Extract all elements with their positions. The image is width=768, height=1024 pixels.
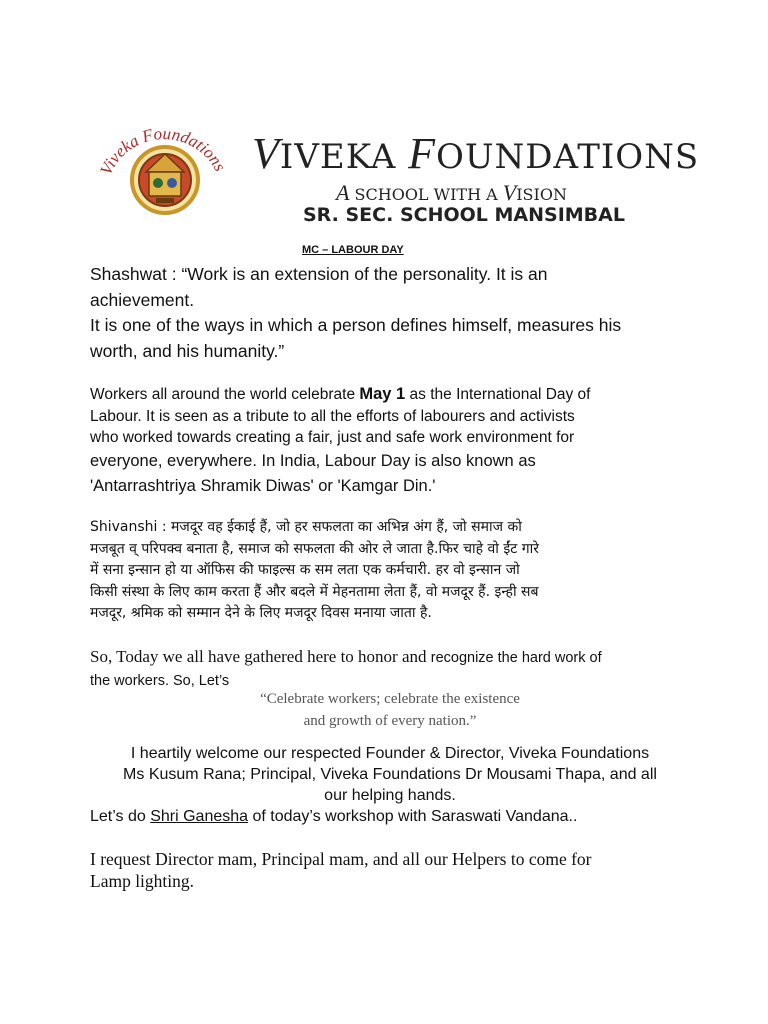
shri-ganesha-link[interactable]: Shri Ganesha [150, 808, 249, 825]
shivanshi-paragraph [90, 517, 710, 625]
text-span: of today’s workshop with Saraswati Vandana.. [248, 808, 578, 825]
brand-rest-1: IVEKA [279, 137, 409, 177]
paragraph-line: who worked towards creating a fair, just and safe work environment for [90, 429, 575, 446]
request-paragraph [90, 848, 690, 892]
labour-day-paragraph [90, 384, 710, 499]
text-span: everyone, everywhere. [90, 451, 257, 470]
paragraph-line: मजबूत व् परिपक्व बनाता है, समाज को सफलता की ओर ले जाता है.फिर चाहे वो ईंट गारे [90, 540, 539, 557]
svg-text:Viveka Foundations: Viveka Foundations [96, 123, 230, 178]
paragraph-line: our helping hands. [324, 787, 456, 804]
brand-initial-v: V [252, 129, 280, 178]
celebrate-quote [90, 688, 690, 732]
text-span: Workers all around the world celebrate [90, 386, 360, 403]
school-name: SR. SEC. SCHOOL MANSIMBAL [303, 204, 625, 226]
tagline-rest: ISION [516, 185, 567, 204]
text-span: as the International Day of [405, 386, 591, 403]
paragraph-line: worth, and his humanity.” [90, 340, 285, 361]
quote-line: “Celebrate workers; celebrate the existence [260, 691, 520, 707]
paragraph-line [90, 384, 710, 406]
paragraph-line: achievement. [90, 289, 195, 310]
tagline-initial-v: V [502, 180, 517, 205]
paragraph-line [90, 449, 710, 474]
tagline-mid: SCHOOL WITH A [349, 185, 503, 204]
text-span: recognize the hard work of [430, 650, 602, 666]
paragraph-line: Ms Kusum Rana; Principal, Viveka Foundations Dr Mousami Thapa, and all [123, 766, 657, 783]
text-span: Let’s do [90, 808, 151, 825]
quote-line: and growth of every nation.” [303, 713, 477, 729]
brand-initial-f: F [408, 129, 436, 178]
paragraph-line: I heartily welcome our respected Founder & Director, Viveka Foundations [130, 745, 650, 762]
school-logo [90, 112, 240, 222]
paragraph-line: I request Director mam, Principal mam, and all our Helpers to come for [90, 849, 592, 869]
paragraph-line: में सना इन्सान हो या ऑफिस की फाइल्स क सम लता एक कर्मचारी. हर वो इन्सान जो [90, 562, 520, 578]
today-paragraph [90, 646, 690, 692]
text-span: So, Today we all have gathered here to honor and [90, 647, 431, 666]
brand-rest-2: OUNDATIONS [435, 137, 700, 177]
paragraph-line: 'Antarrashtriya Shramik Diwas' or 'Kamgar Din.' [90, 476, 436, 495]
shashwat-paragraph [90, 262, 690, 364]
paragraph-line [90, 646, 690, 669]
text-span: In India, Labour Day is also known as [256, 451, 536, 470]
paragraph-line: Lamp lighting. [90, 871, 195, 891]
tagline [336, 180, 567, 206]
tagline-initial-a: A [336, 180, 350, 205]
paragraph-line: किसी संस्था के लिए काम करता हैं और बदले में मेहनतामा लेता हैं, वो मजदूर हैं. इन्ही सब [90, 583, 539, 600]
logo-emblem-icon [90, 112, 240, 222]
document-heading: MC – LABOUR DAY [302, 244, 404, 256]
paragraph-line: Labour. It is seen as a tribute to all the efforts of labourers and activists [90, 407, 575, 425]
may-1-emphasis: May 1 [359, 385, 406, 403]
text-span: the workers. So, Let’s [90, 673, 230, 689]
paragraph-line: Shashwat : “Work is an extension of the personality. It is an [90, 264, 548, 284]
ganesha-line [90, 806, 690, 827]
paragraph-line: Shivanshi : मजदूर वह ईकाई हैं, जो हर सफलता का अभिन्न अंग हैं, जो समाज को [90, 519, 522, 535]
brand-title [252, 128, 700, 179]
welcome-paragraph [90, 743, 690, 806]
paragraph-line: मजदूर, श्रमिक को सम्मान देने के लिए मजदूर दिवस मनाया जाता है. [90, 605, 432, 621]
paragraph-line: It is one of the ways in which a person defines himself, measures his [90, 315, 622, 335]
